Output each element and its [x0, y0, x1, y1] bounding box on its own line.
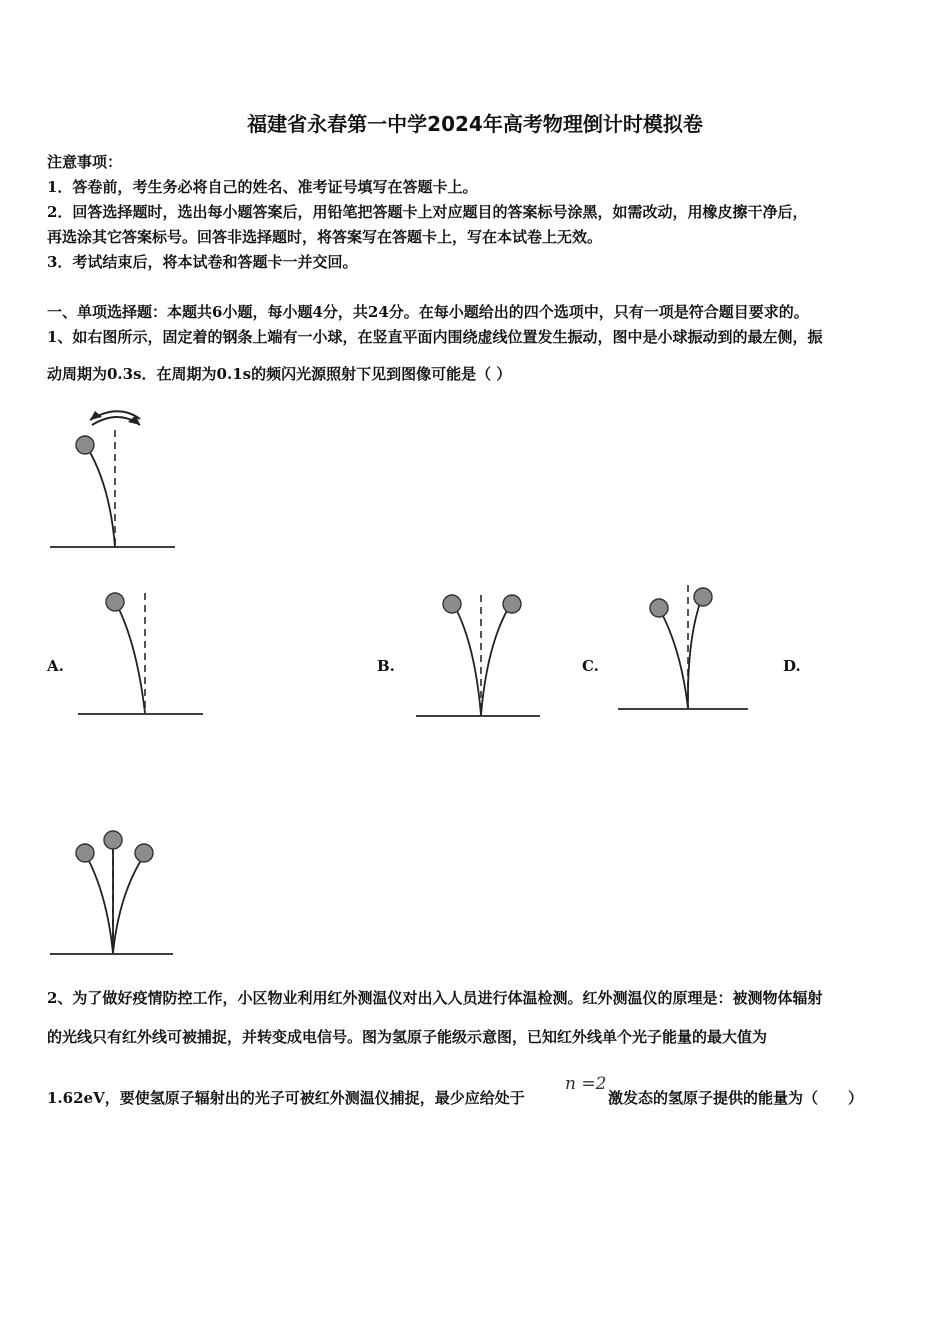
q1-line-1: 1、如右图所示，固定着的钢条上端有一小球，在竖直平面内围绕虚线位置发生振动，图中是小球振动到的最左侧，振	[47, 328, 823, 346]
ball	[106, 593, 124, 611]
ball	[135, 844, 153, 862]
ball	[650, 599, 668, 617]
option-c-figure	[615, 580, 755, 715]
notice-item-2-cont: 再选涂其它答案标号。回答非选择题时，将答案写在答题卡上，写在本试卷上无效。	[47, 228, 603, 246]
ball	[104, 831, 122, 849]
ball	[76, 436, 94, 454]
option-d-label[interactable]: D.	[783, 657, 801, 675]
notice-item-2: 2．回答选择题时，选出每小题答案后，用铅笔把答题卡上对应题目的答案标号涂黑，如需改动，用橡皮擦干净后，	[47, 203, 808, 221]
ball	[443, 595, 461, 613]
option-d-figure	[45, 825, 185, 960]
q2-line-1: 2、为了做好疫情防控工作，小区物业利用红外测温仪对出入人员进行体温检测。红外测温仪的原理是：被测物体辐射	[47, 989, 823, 1007]
page-title: 福建省永春第一中学2024年高考物理倒计时模拟卷	[247, 112, 703, 136]
option-b-figure	[413, 585, 543, 720]
section-heading: 一、单项选择题：本题共6小题，每小题4分，共24分。在每小题给出的四个选项中，只有一项是符合题目要求的。	[47, 303, 809, 321]
notice-item-3: 3．考试结束后，将本试卷和答题卡一并交回。	[47, 253, 358, 271]
q2-line-3b: 激发态的氢原子提供的能量为（ ）	[608, 1089, 864, 1107]
notice-heading: 注意事项：	[47, 153, 123, 171]
q1-line-2: 动周期为0.3s．在周期为0.1s的频闪光源照射下见到图像可能是（ ）	[47, 365, 512, 383]
q2-line-2: 的光线只有红外线可被捕捉，并转变成电信号。图为氢原子能级示意图，已知红外线单个光子能量的最大值为	[47, 1028, 768, 1046]
option-c-label[interactable]: C.	[582, 657, 599, 675]
option-b-label[interactable]: B.	[377, 657, 395, 675]
steel-rod	[87, 447, 115, 547]
q1-main-figure	[40, 395, 190, 555]
ball	[76, 844, 94, 862]
q2-line-3a: 1.62eV，要使氢原子辐射出的光子可被红外测温仪捕捉，最少应给处于	[47, 1089, 525, 1107]
option-a-label[interactable]: A.	[47, 657, 64, 675]
notice-item-1: 1．答卷前，考生务必将自己的姓名、准考证号填写在答题卡上。	[47, 178, 478, 196]
ball	[503, 595, 521, 613]
energy-level-formula: n =2	[565, 1074, 607, 1094]
ball	[694, 588, 712, 606]
option-a-figure	[75, 585, 210, 720]
